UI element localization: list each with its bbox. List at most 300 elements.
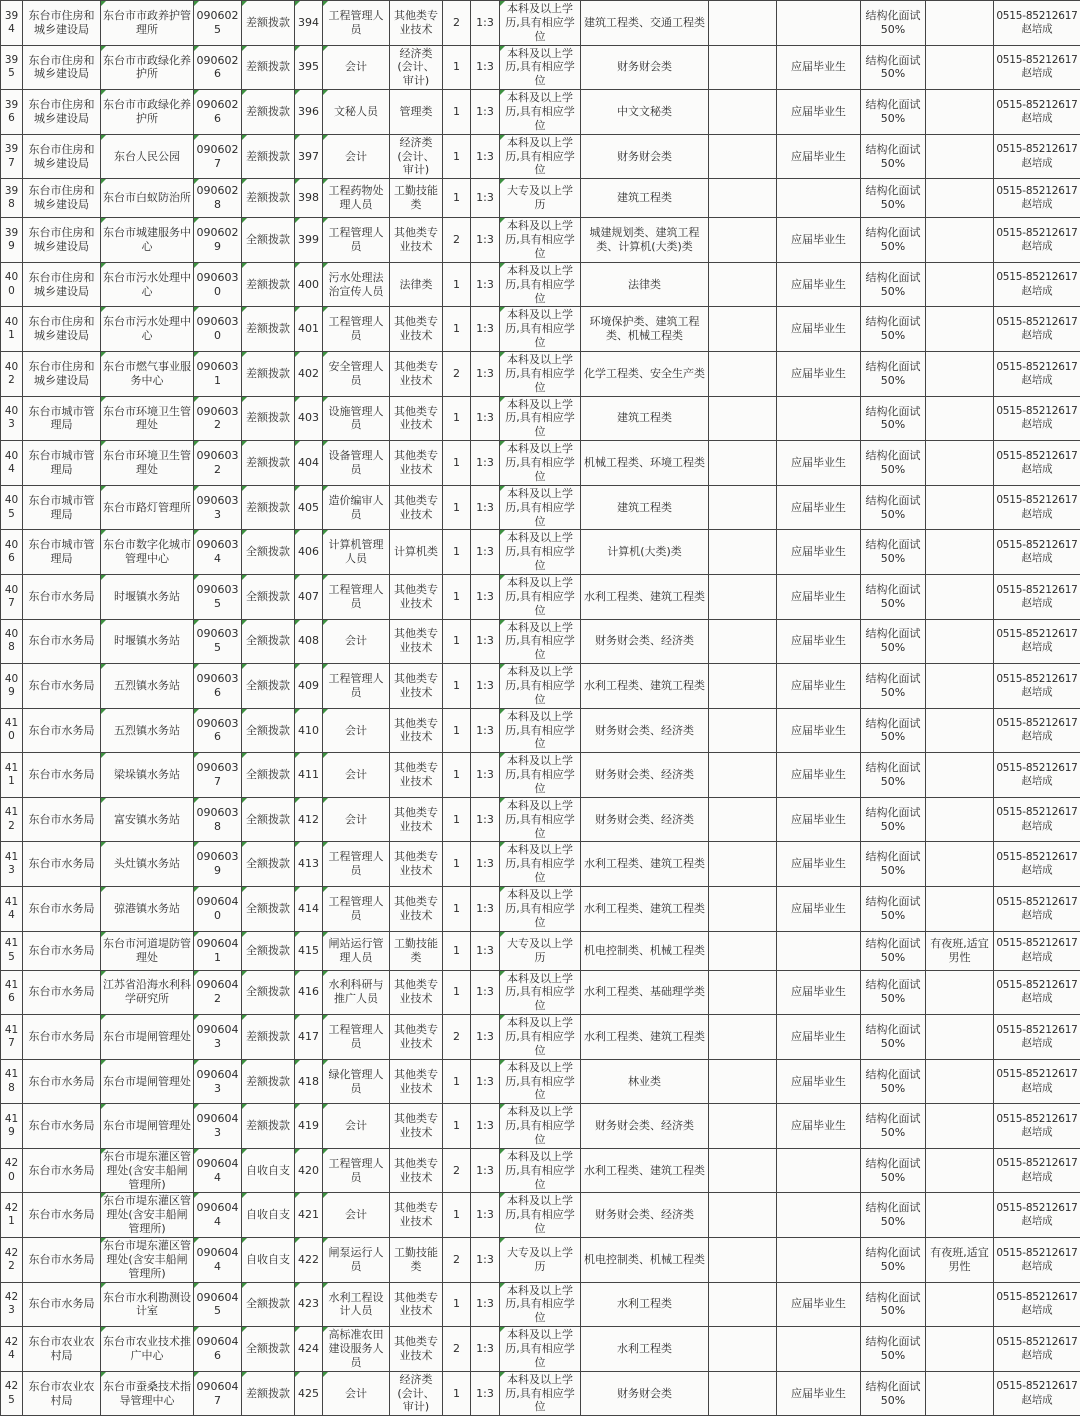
cell-pos_name: 工程管理人员: [323, 842, 390, 887]
cell-num: 1: [443, 90, 471, 135]
cell-edu: 本科及以上学历,具有相应学位: [500, 708, 581, 753]
cell-extra: [709, 1015, 777, 1060]
cell-seq: 399: [1, 218, 23, 263]
cell-major: 林业类: [581, 1059, 709, 1104]
cell-dept: 东台市城市管理局: [23, 530, 101, 575]
cell-ratio: 1:3: [471, 441, 500, 486]
cell-dept: 东台市水务局: [23, 797, 101, 842]
cell-dept: 东台市城市管理局: [23, 485, 101, 530]
cell-target: 应届毕业生: [777, 619, 861, 664]
cell-edu: 本科及以上学历,具有相应学位: [500, 485, 581, 530]
cell-contact: 0515-85212617 赵培成: [994, 352, 1080, 397]
cell-unit: 富安镇水务站: [101, 797, 194, 842]
cell-edu: 本科及以上学历,具有相应学位: [500, 1015, 581, 1060]
cell-major: 财务财会类、经济类: [581, 797, 709, 842]
cell-extra: [709, 708, 777, 753]
cell-unit: 东台市堤闸管理处: [101, 1104, 194, 1149]
cell-pos_type: 其他类专业技术: [390, 619, 443, 664]
cell-funding: 自收自支: [242, 1238, 295, 1283]
cell-pos_name: 工程管理人员: [323, 574, 390, 619]
cell-pos_name: 工程管理人员: [323, 664, 390, 709]
cell-dept: 东台市水务局: [23, 1238, 101, 1283]
cell-ratio: 1:3: [471, 1371, 500, 1416]
cell-pos_type: 其他类专业技术: [390, 886, 443, 931]
cell-interview: 结构化面试 50%: [861, 842, 926, 887]
cell-major: 化学工程类、安全生产类: [581, 352, 709, 397]
cell-extra: [709, 1193, 777, 1238]
cell-pos_name: 安全管理人员: [323, 352, 390, 397]
cell-pos_name: 会计: [323, 619, 390, 664]
cell-interview: 结构化面试 50%: [861, 45, 926, 90]
cell-unit: 东台市污水处理中心: [101, 307, 194, 352]
cell-pos_code: 410: [295, 708, 323, 753]
table-row: [1, 664, 1080, 709]
cell-remark: [926, 664, 994, 709]
cell-funding: 差额拨款: [242, 179, 295, 218]
cell-ratio: 1:3: [471, 797, 500, 842]
cell-unit_code: 0906032: [194, 396, 242, 441]
cell-unit_code: 0906047: [194, 1371, 242, 1416]
cell-unit_code: 0906027: [194, 134, 242, 179]
cell-seq: 402: [1, 352, 23, 397]
cell-ratio: 1:3: [471, 574, 500, 619]
cell-dept: 东台市水务局: [23, 1059, 101, 1104]
cell-pos_name: 设备管理人员: [323, 441, 390, 486]
cell-contact: 0515-85212617 赵培成: [994, 530, 1080, 575]
cell-pos_type: 其他类专业技术: [390, 1148, 443, 1193]
cell-pos_type: 其他类专业技术: [390, 1104, 443, 1149]
cell-remark: [926, 574, 994, 619]
cell-ratio: 1:3: [471, 1148, 500, 1193]
cell-pos_type: 其他类专业技术: [390, 396, 443, 441]
cell-pos_code: 418: [295, 1059, 323, 1104]
cell-num: 1: [443, 485, 471, 530]
cell-unit: 东台市污水处理中心: [101, 262, 194, 307]
cell-contact: 0515-85212617 赵培成: [994, 307, 1080, 352]
cell-edu: 本科及以上学历,具有相应学位: [500, 797, 581, 842]
cell-num: 1: [443, 1104, 471, 1149]
cell-funding: 差额拨款: [242, 1, 295, 46]
cell-major: 财务财会类、经济类: [581, 708, 709, 753]
cell-interview: 结构化面试 50%: [861, 574, 926, 619]
cell-ratio: 1:3: [471, 134, 500, 179]
cell-remark: [926, 1371, 994, 1416]
cell-unit_code: 0906044: [194, 1193, 242, 1238]
cell-pos_code: 411: [295, 753, 323, 798]
cell-edu: 大专及以上学历: [500, 179, 581, 218]
table-row: [1, 352, 1080, 397]
cell-seq: 407: [1, 574, 23, 619]
cell-remark: [926, 352, 994, 397]
cell-funding: 差额拨款: [242, 396, 295, 441]
cell-dept: 东台市水务局: [23, 970, 101, 1015]
cell-pos_name: 会计: [323, 753, 390, 798]
cell-pos_code: 399: [295, 218, 323, 263]
cell-unit_code: 0906026: [194, 45, 242, 90]
cell-pos_code: 408: [295, 619, 323, 664]
cell-num: 1: [443, 931, 471, 970]
cell-unit: 东台市河道堤防管理处: [101, 931, 194, 970]
cell-pos_code: 412: [295, 797, 323, 842]
cell-unit_code: 0906037: [194, 753, 242, 798]
cell-remark: [926, 485, 994, 530]
cell-pos_code: 401: [295, 307, 323, 352]
cell-contact: 0515-85212617 赵培成: [994, 485, 1080, 530]
cell-major: 财务财会类: [581, 134, 709, 179]
cell-funding: 差额拨款: [242, 307, 295, 352]
cell-unit_code: 0906030: [194, 262, 242, 307]
cell-pos_code: 419: [295, 1104, 323, 1149]
cell-extra: [709, 842, 777, 887]
cell-remark: [926, 1104, 994, 1149]
cell-seq: 400: [1, 262, 23, 307]
cell-pos_type: 其他类专业技术: [390, 441, 443, 486]
cell-funding: 全额拨款: [242, 931, 295, 970]
cell-extra: [709, 352, 777, 397]
cell-remark: [926, 842, 994, 887]
cell-extra: [709, 1059, 777, 1104]
cell-interview: 结构化面试 50%: [861, 753, 926, 798]
cell-remark: [926, 307, 994, 352]
cell-target: 应届毕业生: [777, 262, 861, 307]
cell-funding: 差额拨款: [242, 485, 295, 530]
cell-pos_name: 工程管理人员: [323, 218, 390, 263]
cell-remark: [926, 970, 994, 1015]
cell-extra: [709, 90, 777, 135]
cell-interview: 结构化面试 50%: [861, 441, 926, 486]
cell-contact: 0515-85212617 赵培成: [994, 970, 1080, 1015]
cell-pos_code: 403: [295, 396, 323, 441]
table-row: [1, 1238, 1080, 1283]
cell-target: 应届毕业生: [777, 1104, 861, 1149]
cell-ratio: 1:3: [471, 485, 500, 530]
cell-funding: 差额拨款: [242, 1104, 295, 1149]
cell-seq: 394: [1, 1, 23, 46]
cell-funding: 差额拨款: [242, 90, 295, 135]
cell-edu: 本科及以上学历,具有相应学位: [500, 1371, 581, 1416]
cell-major: 水利工程类、建筑工程类: [581, 886, 709, 931]
cell-interview: 结构化面试 50%: [861, 396, 926, 441]
cell-num: 1: [443, 1371, 471, 1416]
cell-funding: 差额拨款: [242, 1059, 295, 1104]
cell-edu: 本科及以上学历,具有相应学位: [500, 1, 581, 46]
cell-unit_code: 0906025: [194, 1, 242, 46]
cell-pos_code: 397: [295, 134, 323, 179]
cell-pos_name: 会计: [323, 45, 390, 90]
cell-unit: 梁垛镇水务站: [101, 753, 194, 798]
cell-num: 1: [443, 574, 471, 619]
cell-target: 应届毕业生: [777, 90, 861, 135]
cell-unit: 东台市水利勘测设计室: [101, 1282, 194, 1327]
cell-ratio: 1:3: [471, 753, 500, 798]
cell-major: 财务财会类: [581, 45, 709, 90]
cell-unit: 东台市燃气事业服务中心: [101, 352, 194, 397]
cell-contact: 0515-85212617 赵培成: [994, 1148, 1080, 1193]
cell-extra: [709, 1, 777, 46]
table-row: [1, 45, 1080, 90]
cell-target: 应届毕业生: [777, 664, 861, 709]
cell-contact: 0515-85212617 赵培成: [994, 396, 1080, 441]
cell-edu: 本科及以上学历,具有相应学位: [500, 134, 581, 179]
cell-edu: 本科及以上学历,具有相应学位: [500, 842, 581, 887]
cell-funding: 差额拨款: [242, 352, 295, 397]
cell-interview: 结构化面试 50%: [861, 90, 926, 135]
cell-seq: 397: [1, 134, 23, 179]
cell-interview: 结构化面试 50%: [861, 931, 926, 970]
cell-interview: 结构化面试 50%: [861, 664, 926, 709]
table-row: [1, 970, 1080, 1015]
cell-remark: [926, 797, 994, 842]
cell-extra: [709, 970, 777, 1015]
cell-dept: 东台市住房和城乡建设局: [23, 218, 101, 263]
cell-pos_code: 405: [295, 485, 323, 530]
cell-funding: 全额拨款: [242, 574, 295, 619]
cell-remark: [926, 396, 994, 441]
cell-num: 2: [443, 1148, 471, 1193]
cell-target: 应届毕业生: [777, 842, 861, 887]
cell-num: 1: [443, 179, 471, 218]
cell-target: 应届毕业生: [777, 753, 861, 798]
cell-major: 计算机(大类)类: [581, 530, 709, 575]
cell-contact: 0515-85212617 赵培成: [994, 179, 1080, 218]
cell-target: 应届毕业生: [777, 708, 861, 753]
cell-interview: 结构化面试 50%: [861, 1, 926, 46]
cell-extra: [709, 134, 777, 179]
cell-remark: 有夜班,适宜 男性: [926, 1238, 994, 1283]
table-row: [1, 1059, 1080, 1104]
cell-pos_code: 417: [295, 1015, 323, 1060]
cell-major: 水利工程类: [581, 1327, 709, 1372]
table-row: [1, 1282, 1080, 1327]
cell-funding: 全额拨款: [242, 753, 295, 798]
cell-unit: 东台市堤东灌区管理处(含安丰船闸管理所): [101, 1193, 194, 1238]
cell-unit: 东台市市政绿化养护所: [101, 90, 194, 135]
cell-edu: 本科及以上学历,具有相应学位: [500, 352, 581, 397]
cell-unit: 东台市堤东灌区管理处(含安丰船闸管理所): [101, 1238, 194, 1283]
cell-target: [777, 1327, 861, 1372]
cell-remark: [926, 1282, 994, 1327]
cell-num: 1: [443, 708, 471, 753]
cell-pos_type: 计算机类: [390, 530, 443, 575]
cell-major: 财务财会类、经济类: [581, 1193, 709, 1238]
cell-dept: 东台市住房和城乡建设局: [23, 90, 101, 135]
cell-unit_code: 0906026: [194, 90, 242, 135]
cell-pos_name: 工程管理人员: [323, 1, 390, 46]
cell-extra: [709, 530, 777, 575]
cell-unit: 东台市白蚁防治所: [101, 179, 194, 218]
cell-pos_type: 管理类: [390, 90, 443, 135]
cell-target: 应届毕业生: [777, 134, 861, 179]
cell-edu: 本科及以上学历,具有相应学位: [500, 574, 581, 619]
cell-unit_code: 0906039: [194, 842, 242, 887]
cell-edu: 本科及以上学历,具有相应学位: [500, 1327, 581, 1372]
table-row: [1, 134, 1080, 179]
cell-interview: 结构化面试 50%: [861, 134, 926, 179]
cell-seq: 417: [1, 1015, 23, 1060]
cell-dept: 东台市住房和城乡建设局: [23, 134, 101, 179]
cell-seq: 411: [1, 753, 23, 798]
cell-target: 应届毕业生: [777, 45, 861, 90]
cell-target: 应届毕业生: [777, 441, 861, 486]
cell-funding: 全额拨款: [242, 1327, 295, 1372]
cell-ratio: 1:3: [471, 1238, 500, 1283]
cell-pos_type: 其他类专业技术: [390, 708, 443, 753]
cell-dept: 东台市农业农村局: [23, 1371, 101, 1416]
cell-major: 机电控制类、机械工程类: [581, 931, 709, 970]
cell-interview: 结构化面试 50%: [861, 485, 926, 530]
cell-pos_name: 会计: [323, 1193, 390, 1238]
cell-major: 机电控制类、机械工程类: [581, 1238, 709, 1283]
cell-interview: 结构化面试 50%: [861, 970, 926, 1015]
cell-unit_code: 0906044: [194, 1148, 242, 1193]
cell-unit_code: 0906045: [194, 1282, 242, 1327]
cell-pos_code: 414: [295, 886, 323, 931]
cell-pos_name: 污水处理法治宣传人员: [323, 262, 390, 307]
cell-ratio: 1:3: [471, 842, 500, 887]
cell-dept: 东台市水务局: [23, 931, 101, 970]
cell-interview: 结构化面试 50%: [861, 218, 926, 263]
cell-funding: 全额拨款: [242, 530, 295, 575]
cell-pos_type: 其他类专业技术: [390, 1015, 443, 1060]
cell-pos_type: 法律类: [390, 262, 443, 307]
cell-edu: 本科及以上学历,具有相应学位: [500, 262, 581, 307]
cell-remark: [926, 179, 994, 218]
cell-dept: 东台市住房和城乡建设局: [23, 1, 101, 46]
cell-unit_code: 0906034: [194, 530, 242, 575]
cell-remark: [926, 886, 994, 931]
cell-unit: 五烈镇水务站: [101, 708, 194, 753]
cell-funding: 全额拨款: [242, 797, 295, 842]
cell-pos_code: 407: [295, 574, 323, 619]
cell-pos_type: 其他类专业技术: [390, 842, 443, 887]
cell-major: 城建规划类、建筑工程类、计算机(大类)类: [581, 218, 709, 263]
cell-seq: 418: [1, 1059, 23, 1104]
cell-remark: [926, 1059, 994, 1104]
cell-major: 财务财会类、经济类: [581, 619, 709, 664]
cell-seq: 423: [1, 1282, 23, 1327]
cell-num: 1: [443, 45, 471, 90]
cell-num: 1: [443, 842, 471, 887]
cell-interview: 结构化面试 50%: [861, 1327, 926, 1372]
cell-target: 应届毕业生: [777, 1371, 861, 1416]
cell-interview: 结构化面试 50%: [861, 262, 926, 307]
cell-unit_code: 0906029: [194, 218, 242, 263]
cell-ratio: 1:3: [471, 262, 500, 307]
cell-edu: 本科及以上学历,具有相应学位: [500, 441, 581, 486]
cell-seq: 419: [1, 1104, 23, 1149]
table-row: [1, 179, 1080, 218]
cell-target: 应届毕业生: [777, 1282, 861, 1327]
cell-target: 应届毕业生: [777, 485, 861, 530]
cell-pos_name: 高标准农田建设服务人员: [323, 1327, 390, 1372]
cell-major: 建筑工程类、交通工程类: [581, 1, 709, 46]
table-row: [1, 1104, 1080, 1149]
cell-unit: 时堰镇水务站: [101, 574, 194, 619]
cell-num: 1: [443, 441, 471, 486]
cell-unit_code: 0906035: [194, 574, 242, 619]
cell-num: 1: [443, 753, 471, 798]
cell-remark: [926, 753, 994, 798]
cell-ratio: 1:3: [471, 218, 500, 263]
table-row: [1, 1015, 1080, 1060]
cell-seq: 398: [1, 179, 23, 218]
cell-pos_type: 其他类专业技术: [390, 1, 443, 46]
cell-unit: 江苏省沿海水利科学研究所: [101, 970, 194, 1015]
cell-pos_type: 其他类专业技术: [390, 1327, 443, 1372]
cell-ratio: 1:3: [471, 619, 500, 664]
cell-major: 水利工程类、建筑工程类: [581, 664, 709, 709]
cell-unit_code: 0906038: [194, 797, 242, 842]
cell-major: 财务财会类: [581, 1371, 709, 1416]
cell-funding: 全额拨款: [242, 218, 295, 263]
cell-unit: 东台市蚕桑技术指导管理中心: [101, 1371, 194, 1416]
cell-unit_code: 0906036: [194, 708, 242, 753]
cell-extra: [709, 753, 777, 798]
cell-pos_type: 其他类专业技术: [390, 352, 443, 397]
cell-remark: [926, 262, 994, 307]
table-row: [1, 708, 1080, 753]
cell-pos_code: 402: [295, 352, 323, 397]
table-row: [1, 530, 1080, 575]
cell-pos_code: 406: [295, 530, 323, 575]
cell-dept: 东台市水务局: [23, 664, 101, 709]
table-row: [1, 485, 1080, 530]
cell-interview: 结构化面试 50%: [861, 530, 926, 575]
cell-num: 2: [443, 352, 471, 397]
cell-dept: 东台市城市管理局: [23, 396, 101, 441]
cell-unit: 五烈镇水务站: [101, 664, 194, 709]
cell-contact: 0515-85212617 赵培成: [994, 1193, 1080, 1238]
cell-seq: 405: [1, 485, 23, 530]
cell-num: 1: [443, 307, 471, 352]
cell-pos_code: 404: [295, 441, 323, 486]
cell-pos_name: 造价编审人员: [323, 485, 390, 530]
cell-seq: 413: [1, 842, 23, 887]
cell-major: 水利工程类、基础理学类: [581, 970, 709, 1015]
table-row: [1, 886, 1080, 931]
cell-num: 1: [443, 1282, 471, 1327]
cell-target: 应届毕业生: [777, 530, 861, 575]
table-row: [1, 396, 1080, 441]
cell-pos_code: 396: [295, 90, 323, 135]
cell-pos_type: 工勤技能类: [390, 931, 443, 970]
cell-dept: 东台市住房和城乡建设局: [23, 45, 101, 90]
cell-unit_code: 0906043: [194, 1015, 242, 1060]
cell-pos_type: 其他类专业技术: [390, 307, 443, 352]
cell-remark: 有夜班,适宜 男性: [926, 931, 994, 970]
table-row: [1, 307, 1080, 352]
cell-pos_name: 闸站运行管理人员: [323, 931, 390, 970]
cell-remark: [926, 619, 994, 664]
cell-extra: [709, 1148, 777, 1193]
cell-unit: 东台市市政绿化养护所: [101, 45, 194, 90]
table-row: [1, 90, 1080, 135]
cell-edu: 本科及以上学历,具有相应学位: [500, 1148, 581, 1193]
cell-num: 2: [443, 1, 471, 46]
cell-unit: 东台市农业技术推广中心: [101, 1327, 194, 1372]
cell-remark: [926, 441, 994, 486]
cell-remark: [926, 1015, 994, 1060]
cell-seq: 396: [1, 90, 23, 135]
cell-contact: 0515-85212617 赵培成: [994, 262, 1080, 307]
cell-dept: 东台市住房和城乡建设局: [23, 179, 101, 218]
cell-contact: 0515-85212617 赵培成: [994, 574, 1080, 619]
cell-pos_code: 395: [295, 45, 323, 90]
cell-seq: 395: [1, 45, 23, 90]
cell-pos_type: 工勤技能类: [390, 1238, 443, 1283]
cell-target: 应届毕业生: [777, 574, 861, 619]
cell-dept: 东台市水务局: [23, 842, 101, 887]
